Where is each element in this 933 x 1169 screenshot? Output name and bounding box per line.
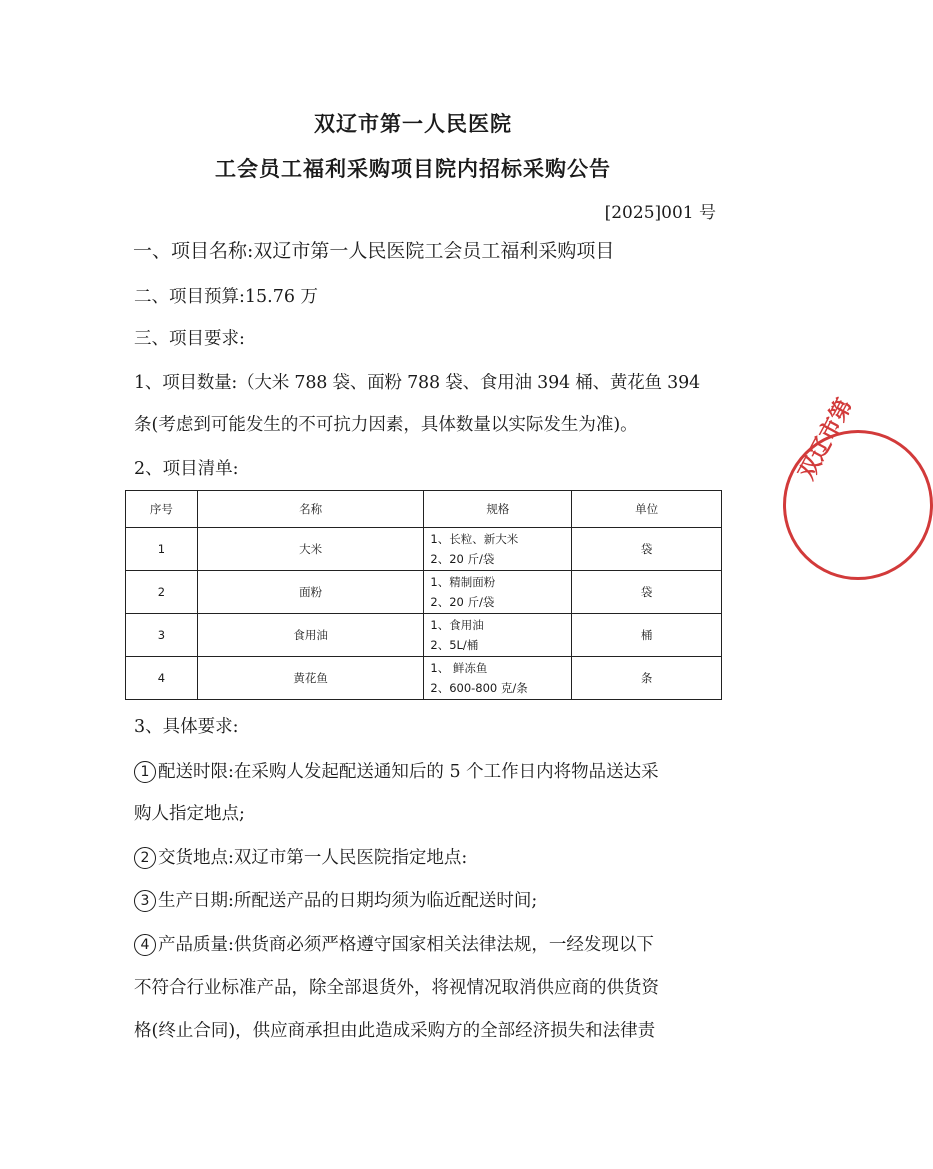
cell-spec <box>424 614 572 657</box>
quantity-line-2: 条(考虑到可能发生的不可抗力因素，具体数量以实际发生为准)。 <box>134 415 638 435</box>
cell-no: 2 <box>126 571 198 614</box>
project-requirements-title: 三、项目要求: <box>134 329 245 349</box>
item-list-table <box>125 490 722 700</box>
cell-spec <box>424 528 572 571</box>
cell-name: 大米 <box>197 528 424 571</box>
detail-4-line-3: 格(终止合同)，供应商承担由此造成采购方的全部经济损失和法律责 <box>134 1021 656 1041</box>
header-no: 序号 <box>126 491 198 528</box>
detail-1-line-2: 购人指定地点; <box>134 804 245 824</box>
seal-text: 双辽市第 <box>794 394 858 485</box>
table-row <box>126 571 722 614</box>
title-line-1: 双辽市第一人民医院 <box>314 112 512 136</box>
spec-line: 1、长粒、新大米 <box>430 532 519 546</box>
cell-no: 1 <box>126 528 198 571</box>
cell-no: 4 <box>126 657 198 700</box>
detail-4-line-1 <box>134 928 724 963</box>
detail-4-line-2: 不符合行业标准产品，除全部退货外，将视情况取消供应商的供货资 <box>134 978 659 998</box>
cell-name: 食用油 <box>197 614 424 657</box>
circled-number: 2 <box>134 847 156 869</box>
detail-3 <box>134 884 724 919</box>
project-budget: 二、项目预算:15.76 万 <box>134 287 319 307</box>
table-row <box>126 528 722 571</box>
cell-spec <box>424 657 572 700</box>
detail-text: 交货地点:双辽市第一人民医院指定地点: <box>158 848 468 868</box>
title-line-2: 工会员工福利采购项目院内招标采购公告 <box>215 157 611 181</box>
spec-line: 2、5L/桶 <box>430 638 479 652</box>
spec-line: 1、 鲜冻鱼 <box>430 661 488 675</box>
detail-1-line-1 <box>134 755 724 790</box>
circled-number: 1 <box>134 761 156 783</box>
document-number: [2025]001 号 <box>604 203 716 223</box>
cell-name: 黄花鱼 <box>197 657 424 700</box>
table-row <box>126 614 722 657</box>
circled-number: 3 <box>134 890 156 912</box>
detail-text: 配送时限:在采购人发起配送通知后的 5 个工作日内将物品送达采 <box>158 762 659 782</box>
item-list-title: 2、项目清单: <box>134 459 239 479</box>
cell-no: 3 <box>126 614 198 657</box>
cell-unit: 袋 <box>572 528 722 571</box>
project-name: 一、项目名称:双辽市第一人民医院工会员工福利采购项目 <box>133 240 615 262</box>
spec-line: 1、精制面粉 <box>430 575 496 589</box>
spec-line: 1、食用油 <box>430 618 484 632</box>
cell-name: 面粉 <box>197 571 424 614</box>
spec-line: 2、600-800 克/条 <box>430 681 528 695</box>
quantity-line-1: 1、项目数量:（大米 788 袋、面粉 788 袋、食用油 394 桶、黄花鱼 394 <box>134 373 700 393</box>
spec-line: 2、20 斤/袋 <box>430 595 495 609</box>
cell-unit: 袋 <box>572 571 722 614</box>
cell-unit: 桶 <box>572 614 722 657</box>
header-name: 名称 <box>197 491 424 528</box>
detail-2 <box>134 841 724 876</box>
detail-text: 生产日期:所配送产品的日期均须为临近配送时间; <box>158 891 538 911</box>
table-header-row <box>126 491 722 528</box>
cell-spec <box>424 571 572 614</box>
table-row <box>126 657 722 700</box>
detail-text: 产品质量:供货商必须严格遵守国家相关法律法规，一经发现以下 <box>158 935 654 955</box>
header-spec: 规格 <box>424 491 572 528</box>
header-unit: 单位 <box>572 491 722 528</box>
spec-line: 2、20 斤/袋 <box>430 552 495 566</box>
specific-requirements-title: 3、具体要求: <box>134 717 239 737</box>
circled-number: 4 <box>134 934 156 956</box>
cell-unit: 条 <box>572 657 722 700</box>
